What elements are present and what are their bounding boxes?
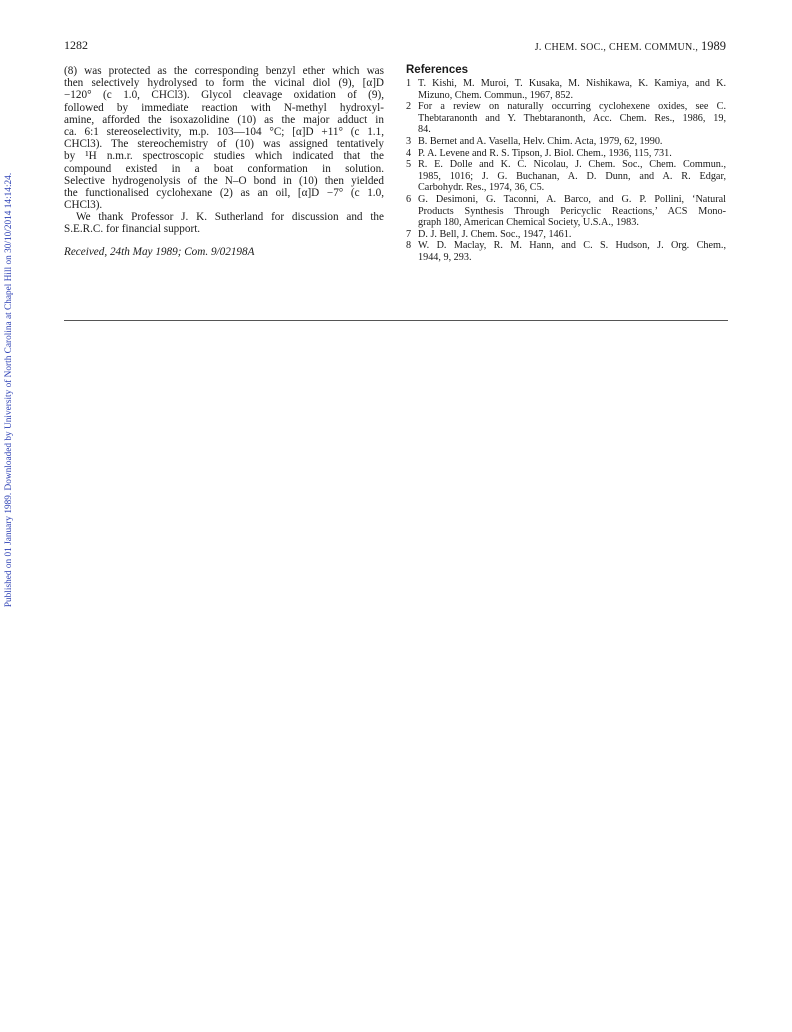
body-line: Selective hydrogenolysis of the N–O bond in (10) then yielded xyxy=(64,174,384,187)
body-line: then selectively hydrolysed to form the vicinal diol (9), [α]D xyxy=(64,77,384,90)
body-text-column xyxy=(64,65,384,258)
reference-line: R. E. Dolle and K. C. Nicolau, J. Chem. Soc., Chem. Commun., xyxy=(418,159,726,171)
reference-line: G. Desimoni, G. Taconni, A. Barco, and G. P. Pollini, ‘Natural xyxy=(418,193,726,205)
received-text: Received, 24th May 1989; Com. 9/02198A xyxy=(64,245,255,258)
reference-number: 8 xyxy=(406,240,412,252)
journal-header xyxy=(535,39,726,54)
reference-line: Mizuno, Chem. Commun., 1967, 852. xyxy=(418,89,574,101)
reference-item xyxy=(406,101,726,136)
reference-item xyxy=(406,240,726,263)
reference-line: For a review on naturally occurring cyclohexene oxides, see C. xyxy=(418,101,726,113)
reference-line: Products Synthesis Through Pericyclic Reactions,’ ACS Mono- xyxy=(418,205,726,217)
body-line: amine, afforded the isoxazolidine (10) as the major adduct in xyxy=(64,113,384,126)
reference-number: 7 xyxy=(406,228,412,240)
reference-line: Carbohydr. Res., 1974, 36, C5. xyxy=(418,182,545,194)
reference-line: T. Kishi, M. Muroi, T. Kusaka, M. Nishikawa, K. Kamiya, and K. xyxy=(418,78,726,89)
reference-line: D. J. Bell, J. Chem. Soc., 1947, 1461. xyxy=(418,228,572,240)
body-line: ca. 6:1 stereoselectivity, m.p. 103—104 °C; [α]D +11° (c 1.1, xyxy=(64,125,384,138)
journal-year: 1989 xyxy=(701,39,726,53)
reference-item xyxy=(406,148,726,160)
received-line xyxy=(64,246,384,258)
reference-item xyxy=(406,78,726,101)
reference-item xyxy=(406,159,726,194)
reference-number: 3 xyxy=(406,135,412,147)
reference-number: 4 xyxy=(406,147,412,159)
download-watermark xyxy=(0,150,20,630)
journal-name: J. CHEM. SOC., CHEM. COMMUN., xyxy=(534,42,699,53)
references-column xyxy=(406,63,726,264)
reference-line: B. Bernet and A. Vasella, Helv. Chim. Acta, 1979, 62, 1990. xyxy=(418,135,663,147)
body-line: (8) was protected as the corresponding benzyl ether which was xyxy=(64,65,384,77)
reference-line: graph 180, American Chemical Society, U.S.A., 1983. xyxy=(418,217,639,229)
body-line: CHCl3). xyxy=(64,199,103,212)
reference-line: P. A. Levene and R. S. Tipson, J. Biol. Chem., 1936, 115, 731. xyxy=(418,147,672,159)
body-line: followed by immediate reaction with N-methyl hydroxyl- xyxy=(64,101,384,114)
reference-item xyxy=(406,194,726,229)
reference-line: 1944, 9, 293. xyxy=(418,251,472,263)
reference-number: 5 xyxy=(406,159,412,171)
reference-line: W. D. Maclay, R. M. Hann, and C. S. Hudson, J. Org. Chem., xyxy=(418,240,726,252)
body-line: compound existed in a boat conformation in solution. xyxy=(64,162,384,175)
body-line: CHCl3). The stereochemistry of (10) was assigned tentatively xyxy=(64,138,384,151)
body-line: the functionalised cyclohexane (2) as an oil, [α]D −7° (c 1.0, xyxy=(64,186,384,199)
reference-number: 1 xyxy=(406,78,412,89)
reference-number: 6 xyxy=(406,193,412,205)
references-heading: References xyxy=(406,64,469,76)
watermark-text: Published on 01 January 1989. Downloaded by University of North Carolina at Chapel Hill on 30/10/2014 14:14:24. xyxy=(4,172,14,608)
acknowledgement-line: S.E.R.C. for financial support. xyxy=(64,223,201,236)
reference-item xyxy=(406,136,726,148)
body-line: −120° (c 1.0, CHCl3). Glycol cleavage oxidation of (9), xyxy=(64,89,384,102)
section-divider xyxy=(64,320,728,321)
reference-number: 2 xyxy=(406,101,412,113)
reference-line: Thebtaranonth and Y. Thebtaranonth, Acc. Chem. Res., 1986, 19, xyxy=(418,112,726,124)
page-number: 1282 xyxy=(64,38,88,52)
reference-item xyxy=(406,229,726,241)
body-line: by ¹H n.m.r. spectroscopic studies which indicated that the xyxy=(64,150,384,163)
reference-line: 1985, 1016; J. G. Buchanan, A. D. Dunn, and A. R. Edgar, xyxy=(418,170,726,182)
acknowledgement-line: We thank Professor J. K. Sutherland for discussion and the xyxy=(76,211,384,224)
reference-line: 84. xyxy=(418,124,431,136)
